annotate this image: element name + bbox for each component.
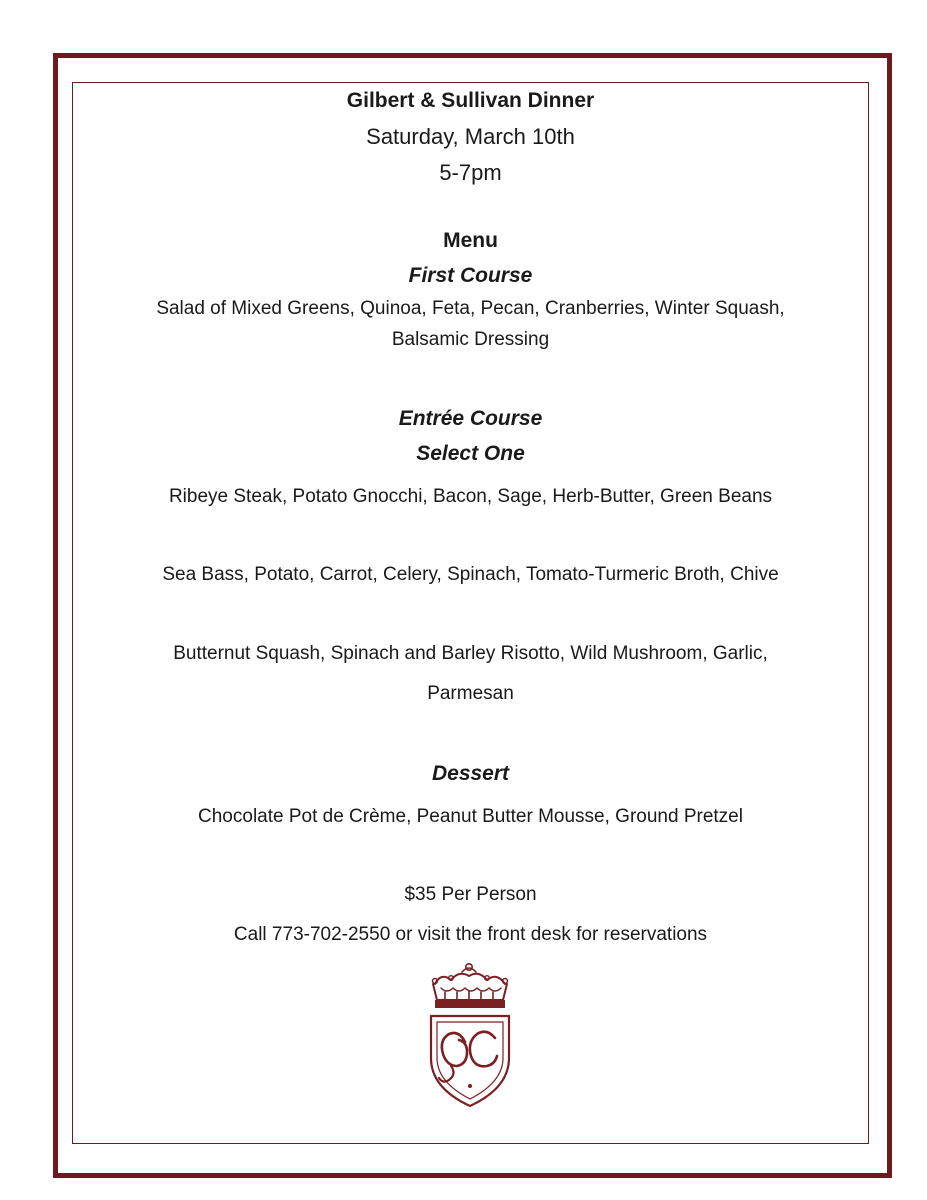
menu-heading: Menu bbox=[443, 229, 498, 252]
entree-course-subheading: Select One bbox=[416, 442, 525, 465]
entree-option-sea-bass: Sea Bass, Potato, Carrot, Celery, Spinach, Tomato-Turmeric Broth, Chive bbox=[162, 564, 779, 585]
dessert-description: Chocolate Pot de Crème, Peanut Butter Mousse, Ground Pretzel bbox=[198, 806, 743, 827]
entree-option-risotto-line2: Parmesan bbox=[427, 683, 514, 704]
first-course-description-line2: Balsamic Dressing bbox=[391, 329, 550, 350]
first-course-heading: First Course bbox=[408, 264, 533, 287]
crest-crown-monogram-icon bbox=[421, 958, 521, 1108]
price-per-person: $35 Per Person bbox=[404, 884, 537, 905]
entree-option-risotto-line1: Butternut Squash, Spinach and Barley Risotto, Wild Mushroom, Garlic, bbox=[173, 643, 768, 664]
entree-course-heading: Entrée Course bbox=[398, 407, 543, 430]
event-title: Gilbert & Sullivan Dinner bbox=[346, 89, 595, 112]
entree-option-ribeye: Ribeye Steak, Potato Gnocchi, Bacon, Sage, Herb-Butter, Green Beans bbox=[168, 486, 773, 507]
reservation-info: Call 773-702-2550 or visit the front desk for reservations bbox=[233, 924, 708, 945]
event-date: Saturday, March 10th bbox=[366, 124, 575, 149]
dessert-heading: Dessert bbox=[431, 762, 510, 785]
event-time: 5-7pm bbox=[439, 160, 502, 185]
first-course-description-line1: Salad of Mixed Greens, Quinoa, Feta, Pecan, Cranberries, Winter Squash, bbox=[156, 298, 785, 319]
